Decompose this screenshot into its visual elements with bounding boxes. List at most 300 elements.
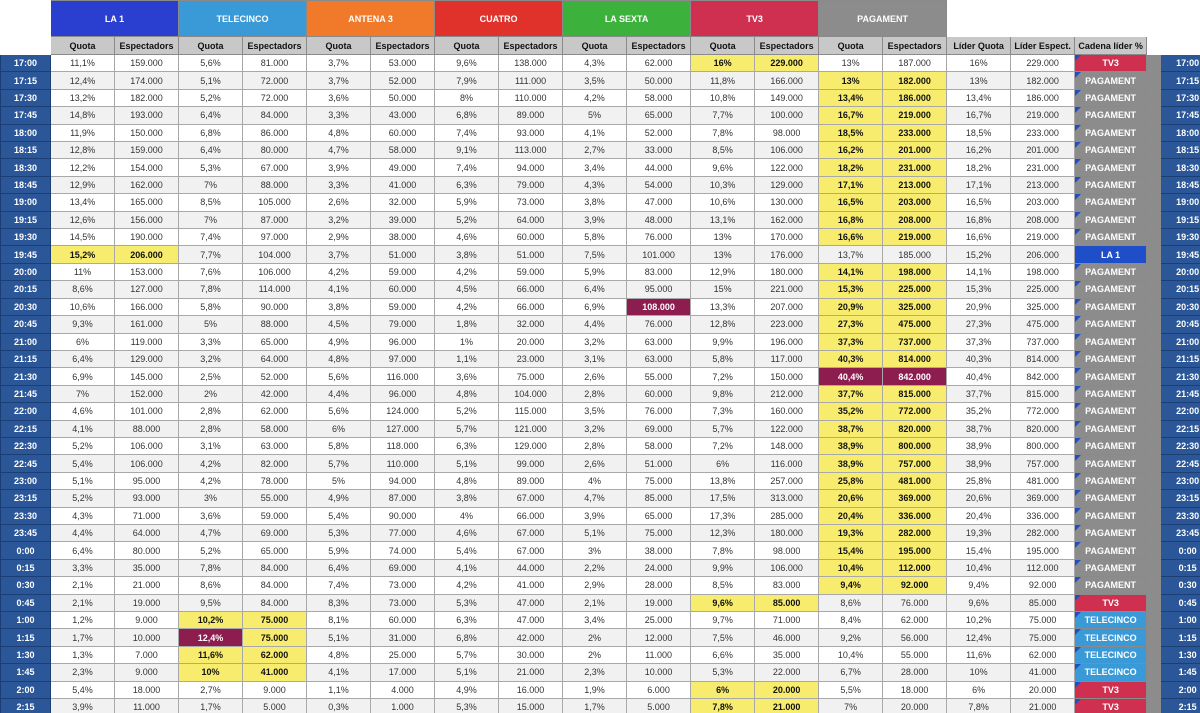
leader-channel-label: PAGAMENT: [1085, 127, 1137, 138]
viewers-cell: 6.000: [627, 681, 691, 698]
viewers-cell: 44.000: [499, 559, 563, 576]
separator-cell: [1147, 490, 1161, 507]
quota-cell: 4,3%: [51, 507, 115, 524]
leader-viewers-cell: 219.000: [1011, 229, 1075, 246]
viewers-cell: 75.000: [499, 368, 563, 385]
time-cell: 19:45: [1, 246, 51, 263]
comment-flag-icon: [1075, 455, 1081, 461]
network-tv3-header: TV3: [691, 1, 819, 37]
viewers-cell: 53.000: [371, 55, 435, 72]
viewers-cell: 44.000: [627, 159, 691, 176]
separator-cell: [1147, 385, 1161, 402]
viewers-cell: 80.000: [243, 142, 307, 159]
leader-channel-label: PAGAMENT: [1085, 545, 1137, 556]
quota-cell: 2,2%: [563, 559, 627, 576]
table-row: [1, 176, 1200, 193]
quota-cell: 5,2%: [435, 403, 499, 420]
leader-channel-label: PAGAMENT: [1085, 75, 1137, 86]
time-cell-right: 21:45: [1161, 385, 1200, 402]
viewers-cell: 124.000: [371, 403, 435, 420]
leader-channel-cell: [1075, 646, 1147, 663]
table-row: [1, 124, 1200, 141]
quota-cell: 4,2%: [563, 89, 627, 106]
leader-channel-label: TV3: [1102, 58, 1119, 69]
table-row: [1, 646, 1200, 663]
viewers-cell: 55.000: [243, 490, 307, 507]
quota-cell: 5,2%: [179, 89, 243, 106]
separator-cell: [1147, 107, 1161, 124]
time-cell: 22:45: [1, 455, 51, 472]
viewers-cell: 156.000: [115, 211, 179, 228]
quota-cell: 4,5%: [307, 316, 371, 333]
quota-cell: 13%: [691, 229, 755, 246]
viewers-cell: 106.000: [755, 559, 819, 576]
quota-cell: 12,2%: [51, 159, 115, 176]
comment-flag-icon: [1075, 246, 1081, 252]
viewers-cell: 196.000: [755, 333, 819, 350]
leader-viewers-cell: 186.000: [1011, 89, 1075, 106]
comment-flag-icon: [1075, 525, 1081, 531]
leader-channel-cell: [1075, 124, 1147, 141]
time-cell: 1:15: [1, 629, 51, 646]
viewers-cell: 5.000: [243, 699, 307, 713]
quota-cell: 9,9%: [691, 559, 755, 576]
comment-flag-icon: [1075, 490, 1081, 496]
quota-cell: 3,7%: [307, 55, 371, 72]
viewers-cell: 77.000: [371, 524, 435, 541]
viewers-cell: 369.000: [883, 490, 947, 507]
viewers-cell: 58.000: [627, 89, 691, 106]
viewers-cell: 41.000: [371, 176, 435, 193]
quota-cell: 20,6%: [819, 490, 883, 507]
viewers-cell: 221.000: [755, 281, 819, 298]
quota-cell: 1,7%: [179, 699, 243, 713]
leader-channel-cell: [1075, 472, 1147, 489]
time-cell: 1:30: [1, 646, 51, 663]
quota-cell: 5,7%: [307, 455, 371, 472]
quota-cell: 3,9%: [563, 211, 627, 228]
viewers-cell: 47.000: [499, 594, 563, 611]
comment-flag-icon: [1075, 351, 1081, 357]
separator-cell: [1147, 524, 1161, 541]
quota-cell: 10,8%: [691, 89, 755, 106]
leader-channel-label: PAGAMENT: [1085, 562, 1137, 573]
viewers-cell: 325.000: [883, 298, 947, 315]
separator-cell: [1147, 72, 1161, 89]
viewers-cell: 203.000: [883, 194, 947, 211]
table-row: [1, 194, 1200, 211]
time-cell-right: 21:15: [1161, 350, 1200, 367]
viewers-cell: 93.000: [499, 124, 563, 141]
separator-cell: [1147, 281, 1161, 298]
quota-cell: 7%: [179, 211, 243, 228]
leader-channel-cell: [1075, 263, 1147, 280]
leader-channel-label: TV3: [1102, 684, 1119, 695]
quota-cell: 6%: [691, 681, 755, 698]
quota-cell: 4,9%: [307, 490, 371, 507]
time-cell: 17:00: [1, 55, 51, 72]
leader-channel-cell: [1075, 594, 1147, 611]
quota-cell: 4,7%: [179, 524, 243, 541]
quota-cell: 8,5%: [179, 194, 243, 211]
quota-cell: 4,3%: [563, 55, 627, 72]
time-cell: 23:00: [1, 472, 51, 489]
time-cell-right: 22:45: [1161, 455, 1200, 472]
time-cell: 2:00: [1, 681, 51, 698]
viewers-cell: 25.000: [627, 612, 691, 629]
leader-viewers-cell: 757.000: [1011, 455, 1075, 472]
leader-channel-label: PAGAMENT: [1085, 441, 1137, 452]
quota-cell: 4,3%: [563, 176, 627, 193]
time-cell-right: 20:15: [1161, 281, 1200, 298]
separator-cell: [1147, 507, 1161, 524]
quota-cell: 15,3%: [819, 281, 883, 298]
quota-cell: 2,3%: [563, 664, 627, 681]
separator-cell: [1147, 316, 1161, 333]
header-blank-right: [947, 1, 1200, 37]
viewers-cell: 63.000: [627, 333, 691, 350]
quota-cell: 2,6%: [563, 455, 627, 472]
quota-cell: 8,6%: [179, 577, 243, 594]
leader-viewers-cell: 201.000: [1011, 142, 1075, 159]
quota-cell: 7%: [179, 176, 243, 193]
viewers-cell: 60.000: [627, 385, 691, 402]
quota-cell: 14,1%: [819, 263, 883, 280]
leader-channel-cell: [1075, 577, 1147, 594]
leader-viewers-cell: 112.000: [1011, 559, 1075, 576]
quota-cell: 5,1%: [179, 72, 243, 89]
leader-channel-cell: [1075, 507, 1147, 524]
viewers-cell: 10.000: [115, 629, 179, 646]
comment-flag-icon: [1075, 299, 1081, 305]
table-row: [1, 699, 1200, 713]
quota-cell: 8,4%: [819, 612, 883, 629]
viewers-cell: 122.000: [755, 420, 819, 437]
leader-channel-label: PAGAMENT: [1085, 388, 1137, 399]
viewers-cell: 80.000: [115, 542, 179, 559]
quota-cell: 6,3%: [435, 612, 499, 629]
viewers-cell: 51.000: [499, 246, 563, 263]
leader-channel-label: PAGAMENT: [1085, 267, 1137, 278]
time-cell-right: 17:30: [1161, 89, 1200, 106]
leader-share-cell: 9,4%: [947, 577, 1011, 594]
table-row: [1, 55, 1200, 72]
table-row: [1, 612, 1200, 629]
quota-cell: 13,4%: [819, 89, 883, 106]
quota-cell: 8,5%: [691, 142, 755, 159]
leader-share-cell: 16,6%: [947, 229, 1011, 246]
viewers-cell: 180.000: [755, 524, 819, 541]
viewers-cell: 201.000: [883, 142, 947, 159]
table-row: [1, 403, 1200, 420]
viewers-cell: 67.000: [499, 524, 563, 541]
viewers-cell: 106.000: [243, 263, 307, 280]
viewers-cell: 229.000: [755, 55, 819, 72]
time-cell-right: 23:45: [1161, 524, 1200, 541]
time-cell: 1:00: [1, 612, 51, 629]
viewers-cell: 87.000: [243, 211, 307, 228]
viewers-cell: 23.000: [499, 350, 563, 367]
quota-cell: 9,6%: [691, 594, 755, 611]
quota-cell: 3,3%: [179, 333, 243, 350]
viewers-cell: 159.000: [115, 142, 179, 159]
viewers-cell: 52.000: [243, 368, 307, 385]
time-cell: 18:30: [1, 159, 51, 176]
leader-viewers-cell: 231.000: [1011, 159, 1075, 176]
table-row: [1, 577, 1200, 594]
quota-cell: 7,7%: [691, 107, 755, 124]
quota-cell: 5,6%: [307, 403, 371, 420]
viewers-cell: 127.000: [115, 281, 179, 298]
leader-channel-cell: [1075, 455, 1147, 472]
network-header-row: [1, 1, 1200, 37]
viewers-cell: 99.000: [499, 455, 563, 472]
separator-cell: [1147, 159, 1161, 176]
leader-channel-label: PAGAMENT: [1085, 510, 1137, 521]
viewers-cell: 35.000: [755, 646, 819, 663]
table-row: [1, 594, 1200, 611]
comment-flag-icon: [1075, 421, 1081, 427]
leader-channel-cell: [1075, 490, 1147, 507]
comment-flag-icon: [1075, 699, 1081, 705]
viewers-cell: 219.000: [883, 107, 947, 124]
viewers-cell: 193.000: [115, 107, 179, 124]
comment-flag-icon: [1075, 159, 1081, 165]
time-cell-right: 1:00: [1161, 612, 1200, 629]
viewers-cell: 185.000: [883, 246, 947, 263]
column-header-row: [1, 37, 1200, 55]
quota-cell: 3,6%: [307, 89, 371, 106]
time-cell: 23:15: [1, 490, 51, 507]
comment-flag-icon: [1075, 386, 1081, 392]
quota-cell: 1,7%: [563, 699, 627, 713]
quota-cell: 3,2%: [307, 211, 371, 228]
viewers-cell: 59.000: [371, 263, 435, 280]
comment-flag-icon: [1075, 403, 1081, 409]
viewers-cell: 65.000: [243, 333, 307, 350]
quota-cell: 10,2%: [179, 612, 243, 629]
telecinco-quota-header: Quota: [179, 37, 243, 55]
viewers-cell: 18.000: [883, 681, 947, 698]
leader-viewers-cell: 325.000: [1011, 298, 1075, 315]
leader-channel-label: PAGAMENT: [1085, 110, 1137, 121]
leader-viewers-cell: 336.000: [1011, 507, 1075, 524]
table-row: [1, 89, 1200, 106]
leader-share-cell: 10%: [947, 664, 1011, 681]
time-cell-right: 17:45: [1161, 107, 1200, 124]
time-cell: 18:15: [1, 142, 51, 159]
comment-flag-icon: [1075, 629, 1081, 635]
quota-cell: 10,3%: [691, 176, 755, 193]
viewers-cell: 79.000: [499, 176, 563, 193]
viewers-cell: 118.000: [371, 437, 435, 454]
quota-cell: 3%: [563, 542, 627, 559]
leader-share-cell: 16%: [947, 55, 1011, 72]
separator-cell: [1147, 629, 1161, 646]
quota-cell: 8%: [435, 89, 499, 106]
viewers-cell: 127.000: [371, 420, 435, 437]
leader-channel-cell: [1075, 333, 1147, 350]
quota-cell: 4,6%: [435, 524, 499, 541]
quota-cell: 3,2%: [563, 333, 627, 350]
quota-cell: 5,3%: [179, 159, 243, 176]
quota-cell: 4,9%: [435, 681, 499, 698]
viewers-cell: 21.000: [115, 577, 179, 594]
viewers-cell: 71.000: [755, 612, 819, 629]
viewers-cell: 208.000: [883, 211, 947, 228]
leader-viewers-cell: 229.000: [1011, 55, 1075, 72]
table-row: [1, 472, 1200, 489]
viewers-cell: 55.000: [883, 646, 947, 663]
viewers-cell: 161.000: [115, 316, 179, 333]
viewers-cell: 33.000: [627, 142, 691, 159]
leader-viewers-cell: 92.000: [1011, 577, 1075, 594]
comment-flag-icon: [1075, 577, 1081, 583]
leader-viewers-cell: 203.000: [1011, 194, 1075, 211]
viewers-cell: 186.000: [883, 89, 947, 106]
quota-cell: 6,3%: [435, 437, 499, 454]
viewers-cell: 101.000: [115, 403, 179, 420]
viewers-cell: 149.000: [755, 89, 819, 106]
viewers-cell: 150.000: [755, 368, 819, 385]
leader-viewers-cell: 20.000: [1011, 681, 1075, 698]
separator-cell: [1147, 612, 1161, 629]
viewers-cell: 20.000: [883, 699, 947, 713]
header-right-blank: [1147, 37, 1200, 55]
viewers-cell: 65.000: [243, 542, 307, 559]
comment-flag-icon: [1075, 560, 1081, 566]
separator-cell: [1147, 176, 1161, 193]
quota-cell: 2,3%: [51, 664, 115, 681]
leader-channel-cell: [1075, 385, 1147, 402]
separator-cell: [1147, 542, 1161, 559]
quota-cell: 7,7%: [179, 246, 243, 263]
viewers-cell: 67.000: [499, 490, 563, 507]
quota-cell: 16,8%: [819, 211, 883, 228]
leader-channel-cell: [1075, 699, 1147, 713]
quota-cell: 8,6%: [819, 594, 883, 611]
viewers-cell: 129.000: [115, 350, 179, 367]
viewers-cell: 96.000: [371, 333, 435, 350]
quota-cell: 20,4%: [819, 507, 883, 524]
time-cell: 1:45: [1, 664, 51, 681]
pagament-viewers-header: Espectadors: [883, 37, 947, 55]
quota-cell: 5%: [307, 472, 371, 489]
leader-viewers-cell: 195.000: [1011, 542, 1075, 559]
quota-cell: 4,2%: [179, 472, 243, 489]
quota-cell: 5,1%: [435, 664, 499, 681]
leader-channel-cell: [1075, 229, 1147, 246]
time-cell-right: 19:30: [1161, 229, 1200, 246]
time-cell-right: 22:00: [1161, 403, 1200, 420]
viewers-cell: 22.000: [755, 664, 819, 681]
quota-cell: 37,3%: [819, 333, 883, 350]
quota-cell: 12,9%: [691, 263, 755, 280]
leader-channel-label: PAGAMENT: [1085, 423, 1137, 434]
quota-cell: 4,7%: [307, 142, 371, 159]
viewers-cell: 757.000: [883, 455, 947, 472]
quota-cell: 2%: [179, 385, 243, 402]
leader-channel-label: PAGAMENT: [1085, 180, 1137, 191]
quota-cell: 5,4%: [307, 507, 371, 524]
viewers-cell: 82.000: [243, 455, 307, 472]
leader-share-cell: 38,9%: [947, 455, 1011, 472]
viewers-cell: 89.000: [499, 107, 563, 124]
viewers-cell: 83.000: [755, 577, 819, 594]
viewers-cell: 815.000: [883, 385, 947, 402]
time-cell-right: 22:30: [1161, 437, 1200, 454]
quota-cell: 2,8%: [563, 437, 627, 454]
quota-cell: 3,1%: [563, 350, 627, 367]
viewers-cell: 814.000: [883, 350, 947, 367]
table-row: [1, 368, 1200, 385]
viewers-cell: 772.000: [883, 403, 947, 420]
quota-cell: 40,4%: [819, 368, 883, 385]
time-cell-right: 17:15: [1161, 72, 1200, 89]
quota-cell: 4,4%: [563, 316, 627, 333]
quota-cell: 3,2%: [563, 420, 627, 437]
quota-cell: 3,3%: [51, 559, 115, 576]
comment-flag-icon: [1075, 647, 1081, 653]
quota-cell: 13,8%: [691, 472, 755, 489]
quota-cell: 6,4%: [563, 281, 627, 298]
quota-cell: 6,8%: [179, 124, 243, 141]
quota-cell: 10%: [179, 664, 243, 681]
leader-channel-cell: [1075, 211, 1147, 228]
time-cell-right: 0:00: [1161, 542, 1200, 559]
leader-share-cell: 20,4%: [947, 507, 1011, 524]
separator-cell: [1147, 246, 1161, 263]
leader-channel-cell: [1075, 246, 1147, 263]
table-row: [1, 159, 1200, 176]
comment-flag-icon: [1075, 682, 1081, 688]
leader-share-cell: 10,2%: [947, 612, 1011, 629]
quota-cell: 9,8%: [691, 385, 755, 402]
time-cell: 18:00: [1, 124, 51, 141]
viewers-cell: 842.000: [883, 368, 947, 385]
quota-cell: 10,4%: [819, 559, 883, 576]
viewers-cell: 54.000: [627, 176, 691, 193]
viewers-cell: 195.000: [883, 542, 947, 559]
viewers-cell: 59.000: [371, 298, 435, 315]
viewers-cell: 75.000: [627, 524, 691, 541]
time-cell-right: 19:45: [1161, 246, 1200, 263]
viewers-cell: 110.000: [499, 89, 563, 106]
comment-flag-icon: [1075, 508, 1081, 514]
viewers-cell: 76.000: [883, 594, 947, 611]
quota-cell: 4,1%: [307, 281, 371, 298]
separator-cell: [1147, 664, 1161, 681]
viewers-cell: 84.000: [243, 107, 307, 124]
quota-cell: 7,4%: [307, 577, 371, 594]
quota-cell: 5,9%: [563, 263, 627, 280]
time-cell-right: 1:15: [1161, 629, 1200, 646]
leader-channel-cell: [1075, 559, 1147, 576]
time-cell: 21:00: [1, 333, 51, 350]
viewers-cell: 62.000: [627, 55, 691, 72]
leader-share-cell: 11,6%: [947, 646, 1011, 663]
comment-flag-icon: [1075, 281, 1081, 287]
quota-cell: 19,3%: [819, 524, 883, 541]
time-cell-right: 22:15: [1161, 420, 1200, 437]
viewers-cell: 69.000: [243, 524, 307, 541]
comment-flag-icon: [1075, 177, 1081, 183]
tv3-quota-header: Quota: [691, 37, 755, 55]
comment-flag-icon: [1075, 595, 1081, 601]
leader-viewers-cell: 75.000: [1011, 629, 1075, 646]
leader-channel-label: TV3: [1102, 702, 1119, 713]
viewers-cell: 10.000: [627, 664, 691, 681]
